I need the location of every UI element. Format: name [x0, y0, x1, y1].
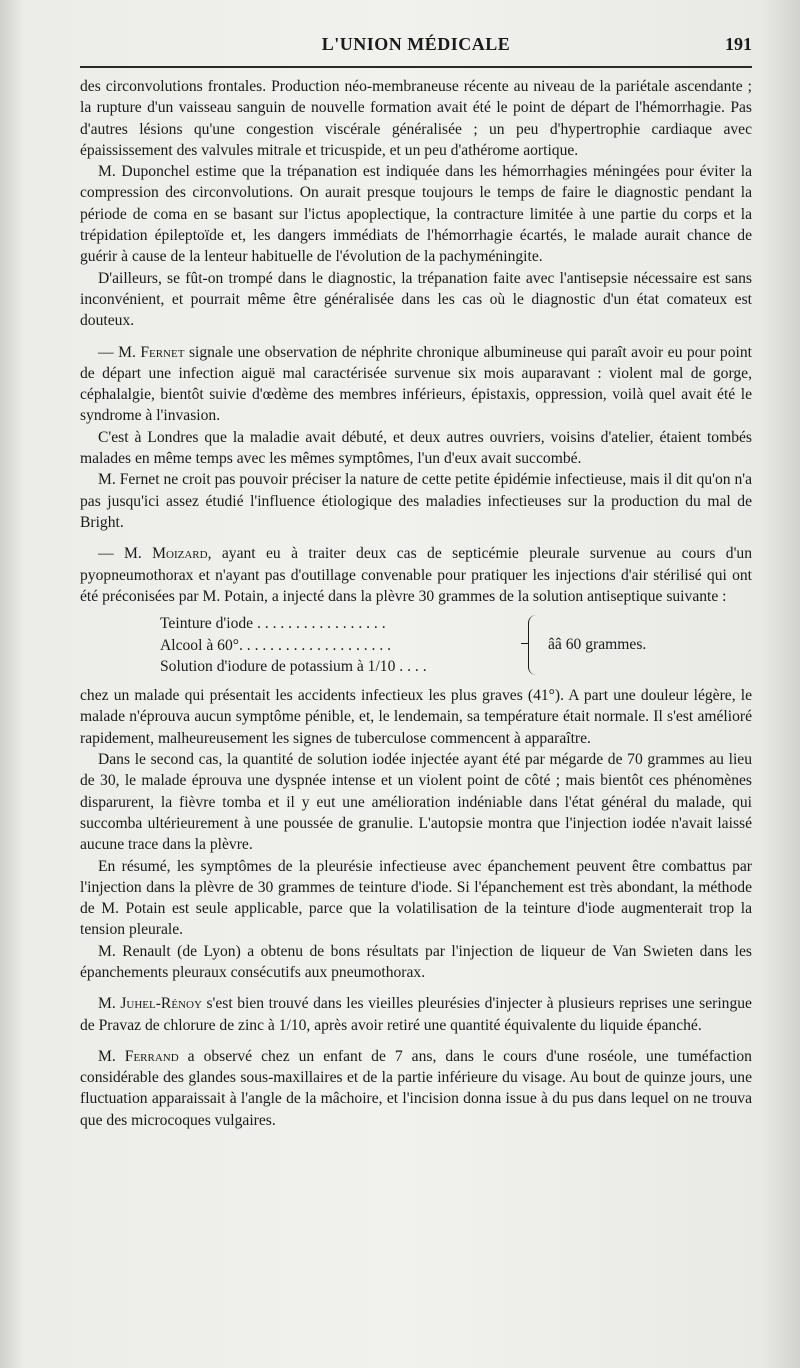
speaker-name: Moizard: [152, 545, 208, 563]
paragraph: des circonvolutions frontales. Production néo-membraneuse récente au niveau de la pariétale ascendante ; la rupture d'un vaisseau sanguin de nouvelle formation avait été le point de départ de l'hémorrhagie. Pas d'autres lésions qu'une congestion viscérale généralisée ; un peu d'hypertrophie cardiaque avec épaississement des valvules mitrale et tricuspide, et un peu d'athérome aortique.: [80, 78, 752, 159]
page-number: 191: [725, 34, 752, 54]
formula-line: Alcool à 60°. . . . . . . . . . . . . . . . . . . .: [160, 636, 392, 654]
paragraph: M. Renault (de Lyon) a obtenu de bons résultats par l'injection de liqueur de Van Swieten dans les épanchements pleuraux consécutifs aux pneumothorax.: [80, 942, 752, 981]
page-header: [80, 28, 752, 64]
formula-block: [160, 613, 752, 679]
header-rule: [80, 66, 752, 68]
formula-brace: [528, 615, 541, 675]
paragraph: M. Duponchel estime que la trépanation est indiquée dans les hémorrhagies méningées pour éviter la compression des circonvolutions. On aurait presque toujours le temps de faire le diagnostic pendant la période de coma en se basant sur l'ictus apoplectique, la contracture limitée à une partie du corps et la trépidation épileptoïde et, les dangers immédiats de l'hémorrhagie écartés, le malade aurait chance de guérir à cause de la lenteur habituelle de l'évolution de la pachyméningite.: [80, 163, 752, 266]
paragraph: C'est à Londres que la maladie avait débuté, et deux autres ouvriers, voisins d'atelier, étaient tombés malades en même temps avec les mêmes symptômes, l'un d'eux avait succombé.: [80, 428, 752, 468]
paragraph: — M. Moizard, ayant eu à traiter deux cas de septicémie pleurale survenue au cours d'un pyopneumothorax et n'ayant pas d'outillage convenable pour pratiquer les injections d'air stérilisé qui ont été préconisées par M. Potain, a injecté dans la plèvre 30 grammes de la solution antiseptique suivante :: [80, 545, 752, 605]
paragraph: M. Fernet ne croit pas pouvoir préciser la nature de cette petite épidémie infectieuse, mais il dit qu'on n'a pas jusqu'ici assez étudié l'influence étiologique des maladies infectieuses sur la production du mal de Bright.: [80, 471, 752, 531]
speaker-name: Ferrand: [124, 1047, 179, 1065]
paragraph: chez un malade qui présentait les accidents infectieux les plus graves (41°). A part une douleur légère, le malade n'éprouva aucun symptôme pénible, et, le lendemain, sa température était normale. Il s'est amélioré rapidement, malheureusement les signes de tuberculose commencent à apparaître.: [80, 687, 752, 747]
paragraph: M. Juhel-Rénoy s'est bien trouvé dans les vieilles pleurésies d'injecter à plusieurs reprises une seringue de Pravaz de chlorure de zinc à 1/10, après avoir retiré une quantité équivalente du liquide épanché.: [80, 995, 752, 1034]
paragraph: M. Ferrand a observé chez un enfant de 7 ans, dans le cours d'une roséole, une tuméfaction considérable des glandes sous-maxillaires et de la partie inférieure du visage. Au bout de quinze jours, une fluctuation apparaissait à l'angle de la mâchoire, et l'incision donna issue à du pus dans lequel on ne trouva que des microcoques vulgaires.: [80, 1047, 752, 1129]
paragraph: Dans le second cas, la quantité de solution iodée injectée ayant été par mégarde de 70 grammes au lieu de 30, le malade éprouva une dyspnée intense et un violent point de côté ; mais bientôt ces phénomènes disparurent, la fièvre tomba et il y eut une amélioration indéniable dans l'état général du malade, qui succomba ultérieurement à une poussée de granulie. L'autopsie montra que l'injection iodée n'avait laissé aucune trace dans la plèvre.: [80, 751, 752, 854]
formula-line: Solution d'iodure de potassium à 1/10 . . . .: [160, 658, 427, 676]
paragraph: — M. Fernet signale une observation de néphrite chronique albumineuse qui paraît avoir eu pour point de départ une infection aiguë mal caractérisée survenue six mois auparavant : violent mal de gorge, céphalalgie, bientôt suivie d'œdème des membres inférieurs, épistaxis, oppression, voilà quel avait été le syndrome à l'invasion.: [80, 343, 752, 425]
formula-quantity: ââ 60 grammes.: [548, 636, 647, 654]
speaker-name: Fernet: [140, 343, 185, 361]
paragraph: En résumé, les symptômes de la pleurésie infectieuse avec épanchement peuvent être combattus par l'injection dans la plèvre de 30 grammes de teinture d'iode. Si l'épanchement est très abondant, la méthode de M. Potain est seule applicable, parce que la volatilisation de la teinture d'iode augmenterait trop la tension pleurale.: [80, 857, 752, 939]
speaker-name: Juhel-Rénoy: [120, 995, 202, 1013]
paragraph: D'ailleurs, se fût-on trompé dans le diagnostic, la trépanation faite avec l'antisepsie nécessaire est sans inconvénient, et pourrait même être généralisée dans les cas où le diagnostic d'un état comateux est douteux.: [80, 269, 752, 330]
article-body: [80, 76, 752, 1131]
running-title: L'UNION MÉDICALE: [321, 34, 511, 54]
formula-line: Teinture d'iode . . . . . . . . . . . . . . . . .: [160, 615, 386, 633]
